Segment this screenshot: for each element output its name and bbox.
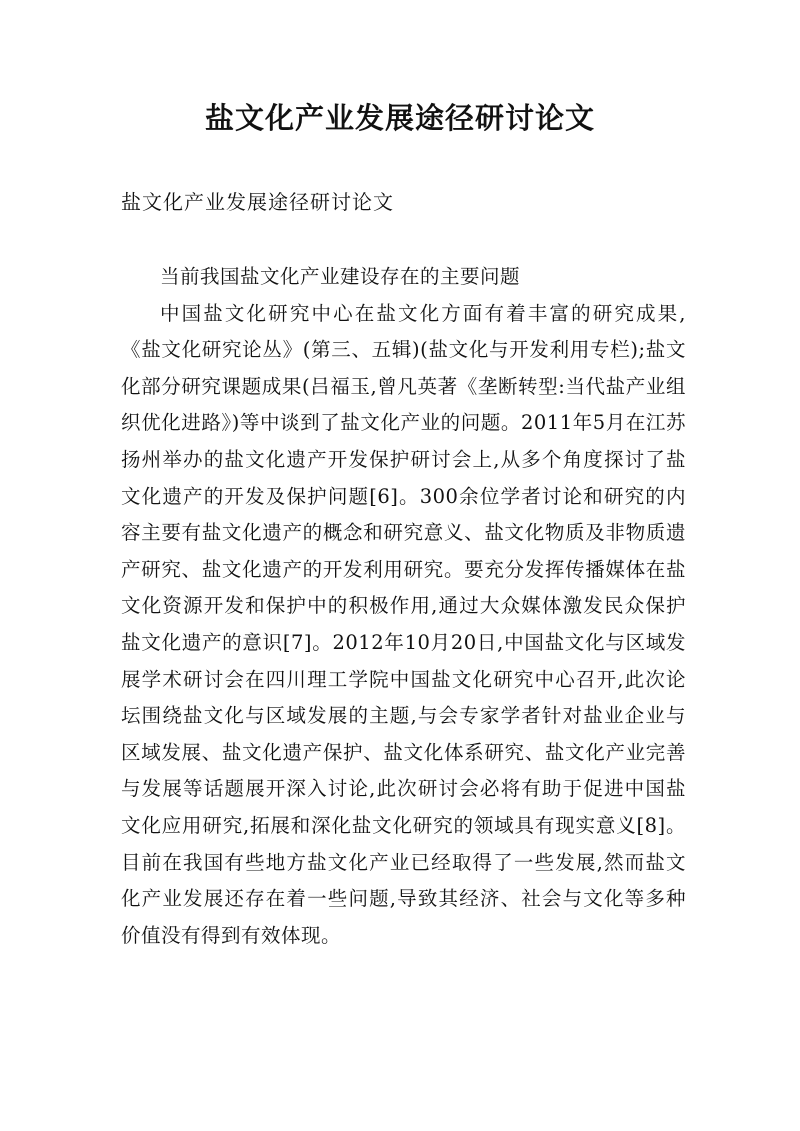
body-paragraph: 中国盐文化研究中心在盐文化方面有着丰富的研究成果,《盐文化研究论丛》(第三、五辑)(盐文化与开发利用专栏);盐文化部分研究课题成果(吕福玉,曾凡英著《垄断转型:当代盐产业组织优化进路》)等中谈到了盐文化产业的问题。2011年5月在江苏扬州举办的盐文化遗产开发保护研讨会上,从多个角度探讨了盐文化遗产的开发及保护问题[6]。300余位学者讨论和研究的内容主要有盐文化遗产的概念和研究意义、盐文化物质及非物质遗产研究、盐文化遗产的开发利用研究。要充分发挥传播媒体在盐文化资源开发和保护中的积极作用,通过大众媒体激发民众保护盐文化遗产的意识[7]。2012年10月20日,中国盐文化与区域发展学术研讨会在四川理工学院中国盐文化研究中心召开,此次论坛围绕盐文化与区域发展的主题,与会专家学者针对盐业企业与区域发展、盐文化遗产保护、盐文化体系研究、盐文化产业完善与发展等话题展开深入讨论,此次研讨会必将有助于促进中国盐文化应用研究,拓展和深化盐文化研究的领域具有现实意义[8]。目前在我国有些地方盐文化产业已经取得了一些发展,然而盐文化产业发展还存在着一些问题,导致其经济、社会与文化等多种价值没有得到有效体现。 <box>121 301 686 947</box>
section-heading: 当前我国盐文化产业建设存在的主要问题 <box>160 265 521 288</box>
document-body <box>121 259 686 954</box>
document-title: 盐文化产业发展途径研讨论文 <box>204 101 595 135</box>
document-subtitle: 盐文化产业发展途径研讨论文 <box>121 190 394 214</box>
